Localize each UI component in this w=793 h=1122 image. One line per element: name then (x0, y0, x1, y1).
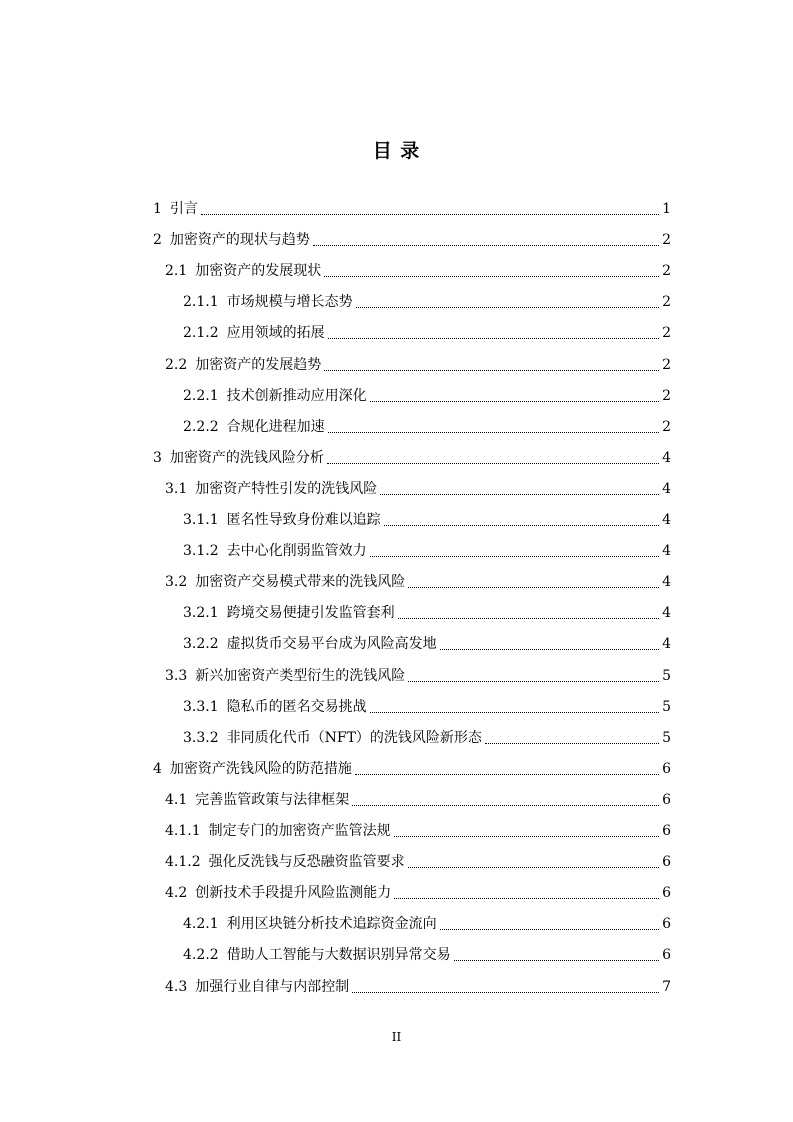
toc-entry-title: 技术创新推动应用深化 (226, 387, 367, 404)
toc-entry[interactable] (183, 291, 671, 313)
toc-entry[interactable] (183, 727, 671, 749)
toc-entry-number: 4.1 (165, 791, 188, 808)
toc-entry[interactable] (183, 602, 671, 624)
toc-dot-leader (440, 928, 659, 930)
toc-entry-title: 隐私币的匿名交易挑战 (226, 698, 367, 715)
toc-dot-leader (394, 897, 659, 899)
toc-dot-leader (408, 866, 659, 868)
toc-entry-page: 6 (662, 823, 671, 839)
toc-entry-title: 加密资产的发展现状 (195, 263, 322, 280)
toc-dot-leader (328, 431, 659, 433)
toc-entry-page: 2 (662, 263, 671, 280)
toc-entry-title: 借助人工智能与大数据识别异常交易 (226, 947, 451, 964)
toc-dot-leader (370, 711, 659, 713)
toc-dot-leader (324, 275, 659, 277)
toc-entry[interactable] (165, 789, 671, 811)
toc-entry[interactable] (183, 509, 671, 531)
toc-entry-number: 4.2.2 (183, 947, 219, 964)
toc-entry-page: 6 (662, 854, 671, 871)
toc-entry-number: 3.3.1 (183, 698, 219, 715)
toc-entry-number: 4 (153, 760, 162, 777)
toc-dot-leader (370, 555, 659, 557)
toc-entry-title: 非同质化代币（NFT）的洗钱风险新形态 (226, 729, 482, 746)
toc-dot-leader (408, 680, 659, 682)
toc-title: 目 录 (372, 140, 421, 162)
toc-dot-leader (355, 773, 659, 775)
toc-entry-page: 2 (662, 418, 671, 435)
toc-entry-number: 4.2 (165, 885, 188, 902)
toc-entry[interactable] (183, 540, 671, 562)
toc-entry-title: 利用区块链分析技术追踪资金流向 (226, 916, 437, 933)
toc-entry-title: 匿名性导致身份难以追踪 (226, 512, 381, 528)
toc-entry-number: 4.1.1 (165, 823, 201, 839)
toc-entry-number: 2.2 (165, 356, 188, 373)
toc-entry-title: 加密资产的发展趋势 (195, 356, 322, 373)
toc-entry-title: 加密资产的洗钱风险分析 (169, 449, 324, 466)
toc-entry-page: 6 (662, 947, 671, 964)
toc-dot-leader (313, 244, 659, 246)
toc-entry-number: 3.1.1 (183, 512, 219, 528)
toc-dot-leader (327, 462, 659, 464)
toc-entry-number: 4.1.2 (165, 854, 201, 871)
toc-entry[interactable] (183, 913, 671, 935)
toc-dot-leader (380, 493, 659, 495)
toc-entry[interactable] (165, 820, 671, 842)
toc-entry-title: 加密资产的现状与趋势 (169, 232, 310, 249)
toc-entry-title: 引言 (169, 201, 198, 217)
toc-entry-page: 5 (662, 729, 671, 746)
toc-entry[interactable] (165, 354, 671, 376)
toc-entry-title: 跨境交易便捷引发监管套利 (226, 605, 395, 622)
toc-entry-number: 3.3 (165, 667, 188, 684)
toc-entry-page: 5 (662, 667, 671, 684)
toc-entry-title: 制定专门的加密资产监管法规 (208, 823, 391, 839)
toc-entry-title: 去中心化削弱监管效力 (226, 543, 367, 560)
toc-dot-leader (370, 400, 659, 402)
toc-entry-page: 4 (662, 636, 671, 653)
toc-entry-page: 6 (662, 791, 671, 808)
toc-entry-title: 完善监管政策与法律框架 (195, 791, 350, 808)
toc-entry-number: 2.2.1 (183, 387, 219, 404)
toc-entry[interactable] (183, 944, 671, 966)
toc-entry-title: 加密资产洗钱风险的防范措施 (169, 760, 352, 777)
toc-entry-number: 1 (153, 201, 162, 217)
toc-entry-title: 加强行业自律与内部控制 (195, 978, 350, 995)
page-number-footer: II (391, 1030, 402, 1044)
toc-dot-leader (440, 648, 659, 650)
toc-entry-number: 3.3.2 (183, 729, 219, 746)
toc-entry-page: 1 (662, 201, 671, 217)
toc-entry-title: 合规化进程加速 (226, 418, 325, 435)
toc-entry-page: 6 (662, 760, 671, 777)
toc-entry-number: 4.3 (165, 978, 188, 995)
toc-dot-leader (352, 991, 659, 993)
toc-dot-leader (394, 835, 659, 837)
toc-entry[interactable] (183, 322, 671, 344)
toc-entry-page: 4 (662, 449, 671, 466)
toc-entry-page: 6 (662, 885, 671, 902)
toc-entry-title: 市场规模与增长态势 (226, 294, 353, 311)
toc-dot-leader (408, 586, 659, 588)
toc-entry-page: 2 (662, 232, 671, 249)
toc-entry[interactable] (183, 416, 671, 438)
toc-entry-page: 7 (662, 978, 671, 995)
toc-entry-page: 4 (662, 543, 671, 560)
toc-entry-title: 强化反洗钱与反恐融资监管要求 (208, 854, 405, 871)
toc-entry-number: 2.1 (165, 263, 188, 280)
toc-entry-page: 2 (662, 294, 671, 311)
toc-entry-title: 应用领域的拓展 (226, 325, 325, 342)
toc-entry-number: 3 (153, 449, 162, 466)
toc-dot-leader (398, 617, 659, 619)
toc-entry-page: 4 (662, 605, 671, 622)
toc-dot-leader (352, 804, 659, 806)
toc-entry-number: 3.2.2 (183, 636, 219, 653)
toc-entry-page: 2 (662, 387, 671, 404)
toc-entry-title: 虚拟货币交易平台成为风险高发地 (226, 636, 437, 653)
toc-entry[interactable] (183, 633, 671, 655)
toc-entry-page: 4 (662, 480, 671, 497)
toc-dot-leader (485, 742, 659, 744)
toc-entry-title: 新兴加密资产类型衍生的洗钱风险 (195, 667, 406, 684)
toc-entry[interactable] (153, 758, 671, 780)
toc-entry[interactable] (183, 696, 671, 718)
toc-entry-page: 6 (662, 916, 671, 933)
toc-entry-number: 3.2 (165, 574, 188, 591)
toc-dot-leader (324, 369, 659, 371)
toc-entry-number: 3.1 (165, 480, 188, 497)
toc-entry-number: 2.1.2 (183, 325, 219, 342)
toc-entry-title: 加密资产交易模式带来的洗钱风险 (195, 574, 406, 591)
toc-dot-leader (328, 337, 659, 339)
toc-entry[interactable] (183, 385, 671, 407)
toc-entry[interactable] (165, 851, 671, 873)
toc-dot-leader (384, 524, 659, 526)
toc-entry[interactable] (165, 571, 671, 593)
toc-entry-number: 3.1.2 (183, 543, 219, 560)
toc-dot-leader (356, 306, 659, 308)
toc-entry[interactable] (165, 976, 671, 998)
toc-entry[interactable] (153, 229, 671, 251)
toc-dot-leader (201, 213, 659, 215)
toc-entry[interactable] (165, 478, 671, 500)
toc-dot-leader (454, 959, 659, 961)
toc-entry-page: 2 (662, 356, 671, 373)
toc-entry-number: 2.2.2 (183, 418, 219, 435)
toc-entry-number: 2 (153, 232, 162, 249)
toc-entry[interactable] (165, 260, 671, 282)
toc-entry-page: 4 (662, 512, 671, 528)
toc-entry-page: 4 (662, 574, 671, 591)
toc-entry[interactable] (165, 882, 671, 904)
toc-entry-page: 2 (662, 325, 671, 342)
toc-entry[interactable] (153, 447, 671, 469)
toc-entry-title: 创新技术手段提升风险监测能力 (195, 885, 392, 902)
toc-entry-number: 2.1.1 (183, 294, 219, 311)
toc-entry-number: 3.2.1 (183, 605, 219, 622)
toc-entry-page: 5 (662, 698, 671, 715)
toc-entry[interactable] (153, 198, 671, 220)
toc-entry-number: 4.2.1 (183, 916, 219, 933)
toc-entry[interactable] (165, 665, 671, 687)
toc-entry-title: 加密资产特性引发的洗钱风险 (195, 480, 378, 497)
